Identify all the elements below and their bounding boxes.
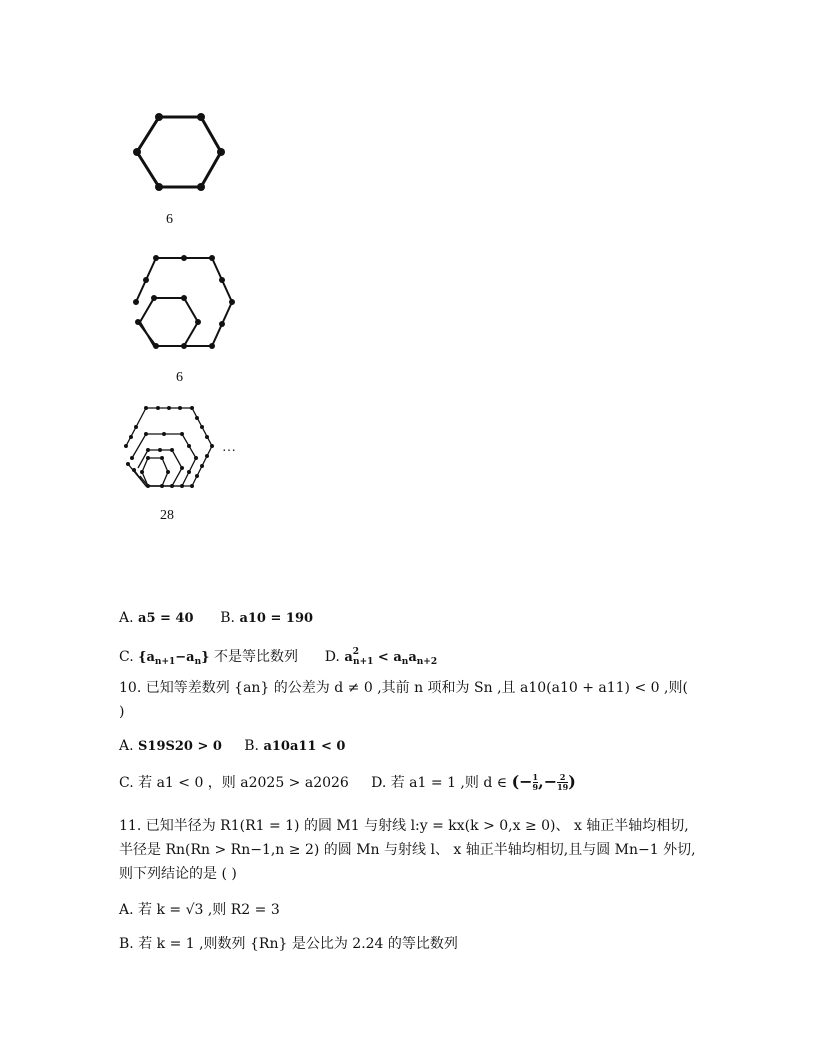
q9-options-cd	[119, 642, 437, 672]
hexagon-vertices	[133, 113, 225, 191]
q9-option-c-expr: $\{a_{n+1}-a_n\}$	[138, 650, 210, 667]
q10-option-d-interval: (− $\frac{1}{9}$ ,− $\frac{2}{19}$ )	[511, 772, 576, 792]
q11-stem-line3: 则下列结论的是 ( )	[119, 866, 237, 882]
q10-option-c: C. 若 a1 < 0 ，则 a2025 > a2026	[119, 775, 349, 791]
q10-option-b-label: B.	[244, 738, 259, 754]
q9-option-d-label: D.	[324, 649, 340, 665]
hexagon-figure-1	[125, 105, 235, 200]
hexagon-layer-2	[138, 450, 182, 486]
q10-option-a-expr: S19S20 > 0	[138, 739, 222, 754]
q11-stem-line2: 半径是 Rn(Rn > Rn−1,n ≥ 2) 的圆 Mn 与射线 l、 x 轴正半轴均相切,且与圆 Mn−1 外切,	[119, 842, 696, 858]
q10-stem-line2: )	[119, 704, 125, 720]
figure-3-ellipsis: …	[222, 440, 236, 455]
q10-options-ab	[119, 736, 345, 757]
q9-option-b-expr: a10 = 190	[239, 611, 314, 626]
q10-option-a-label: A.	[119, 738, 134, 754]
hexagon-figure-3	[118, 402, 228, 494]
q9-option-a-label: A.	[119, 610, 134, 626]
q11-stem-line1: 11. 已知半径为 R1(R1 = 1) 的圆 M1 与射线 l:y = kx(k > 0,x ≥ 0)、 x 轴正半轴均相切,	[119, 818, 689, 834]
q11-option-b: B. 若 k = 1 ,则数列 {Rn} 是公比为 2.24 的等比数列	[119, 936, 458, 952]
q9-option-a-expr: a5 = 40	[138, 611, 194, 626]
q10-stem-line1: 10. 已知等差数列 {an} 的公差为 d ≠ 0 ,其前 n 项和为 Sn ,且 a10(a10 + a11) < 0 ,则(	[119, 680, 688, 696]
q11-option-a: A. 若 k = √3 ,则 R2 = 3	[119, 902, 280, 918]
hexagon-layer-1	[142, 458, 168, 486]
q9-option-d-expr: $a^2_{n+1} < a_na_{n+2}$	[344, 647, 438, 667]
q9-option-b-label: B.	[220, 610, 235, 626]
figure-1-caption: 6	[166, 212, 173, 227]
q10-option-b-expr: a10a11 < 0	[263, 739, 346, 754]
q10-option-d-label: D. 若 a1 = 1 ,则 d ∈	[371, 775, 508, 791]
hexagon-figure-2	[118, 250, 243, 355]
q9-option-c-label: C.	[119, 649, 134, 665]
figure-2-caption: 6	[176, 370, 183, 385]
q10-options-cd	[119, 772, 576, 793]
hexagon-outline	[137, 117, 221, 187]
inner-hexagon	[140, 298, 198, 346]
q9-option-c-text: 不是等比数列	[213, 649, 298, 665]
figure-3-caption: 28	[160, 508, 174, 523]
outer-hexagon	[136, 258, 232, 346]
q9-options-ab	[119, 608, 313, 629]
